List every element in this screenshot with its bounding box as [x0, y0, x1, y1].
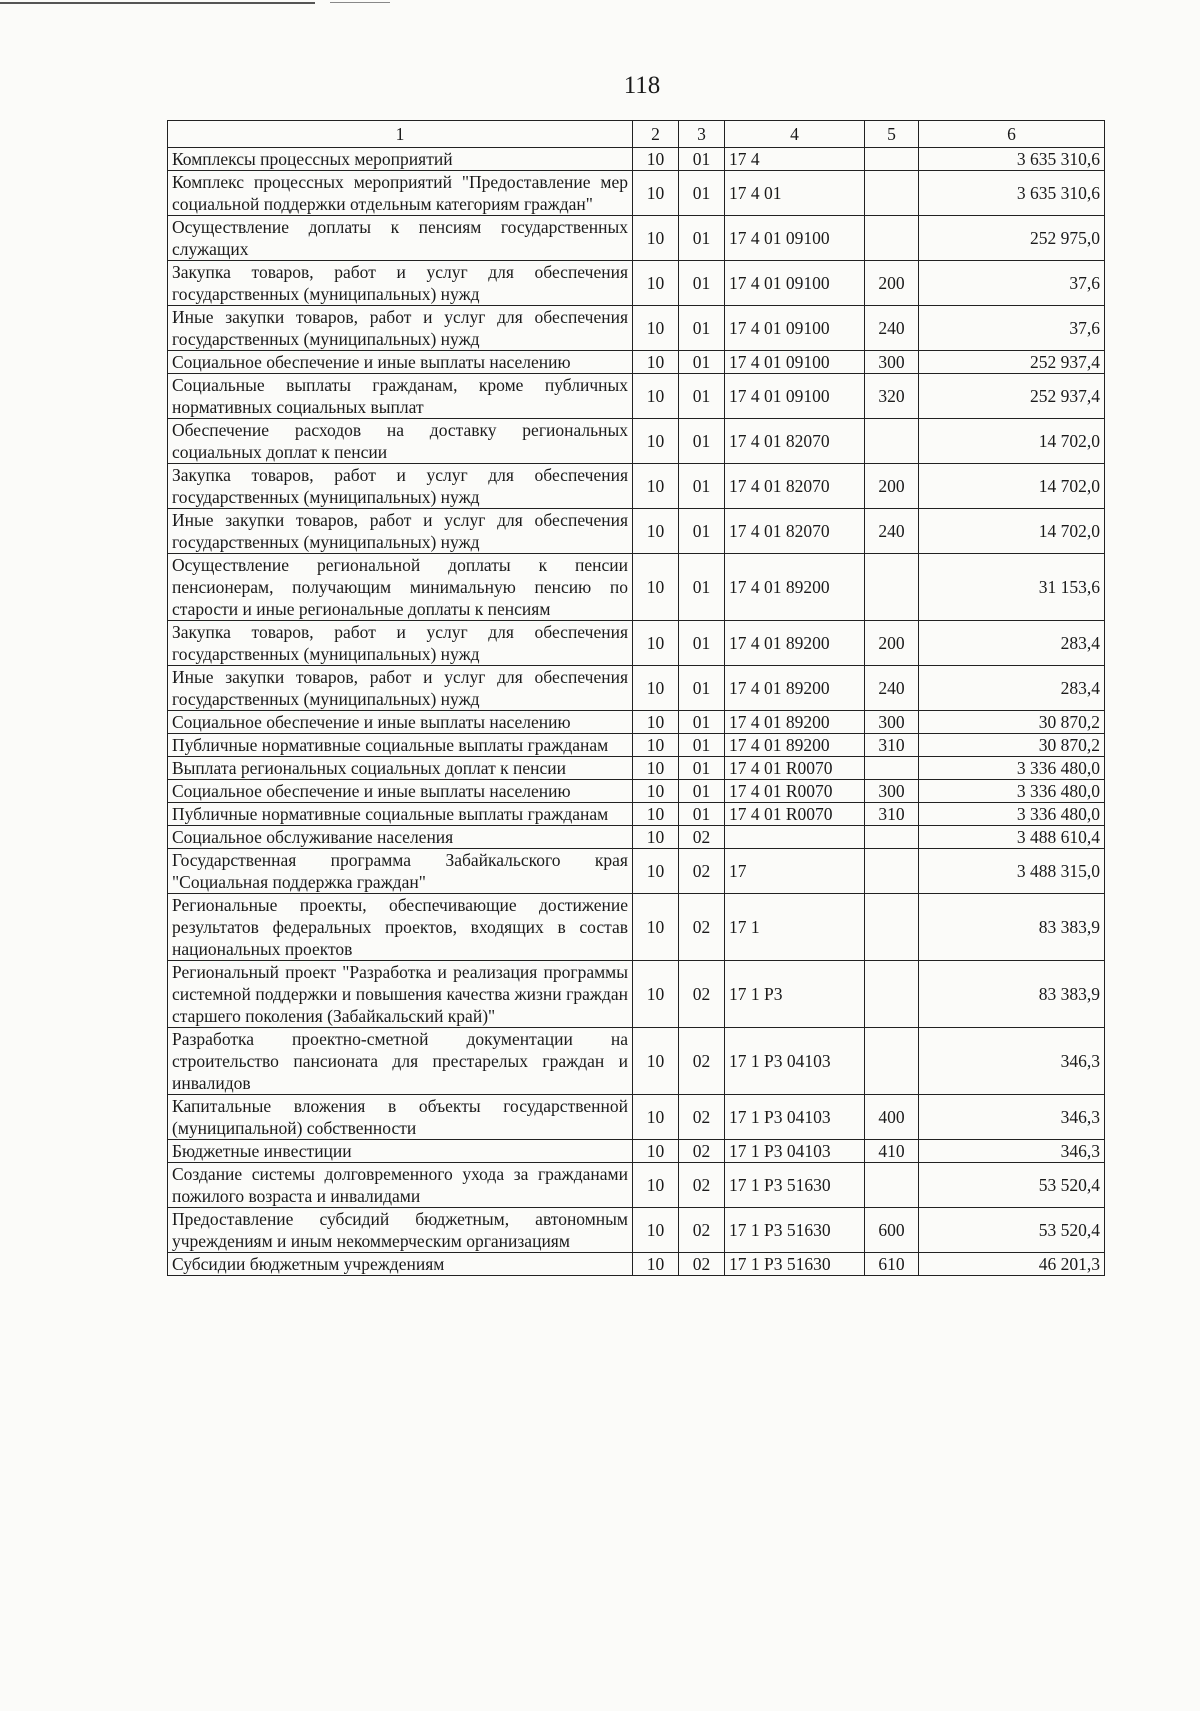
subsection-code-cell: 01: [679, 734, 725, 757]
subsection-code-cell: 01: [679, 780, 725, 803]
subsection-code-cell: 01: [679, 554, 725, 621]
expense-type-cell: [865, 171, 919, 216]
section-code-cell: 10: [633, 757, 679, 780]
table-row: [168, 757, 1105, 780]
row-name-cell: Государственная программа Забайкальского края "Социальная поддержка граждан": [168, 849, 633, 894]
expense-type-cell: 320: [865, 374, 919, 419]
target-article-cell: 17 4 01 89200: [725, 621, 865, 666]
section-code-cell: 10: [633, 1140, 679, 1163]
subsection-code-cell: 01: [679, 148, 725, 171]
section-code-cell: 10: [633, 961, 679, 1028]
row-name-cell: Бюджетные инвестиции: [168, 1140, 633, 1163]
section-code-cell: 10: [633, 894, 679, 961]
table-row: [168, 780, 1105, 803]
row-name-cell: Предоставление субсидий бюджетным, автономным учреждениям и иным некоммерческим организациям: [168, 1208, 633, 1253]
section-code-cell: 10: [633, 621, 679, 666]
table-row: [168, 1095, 1105, 1140]
expense-type-cell: 240: [865, 306, 919, 351]
amount-cell: 14 702,0: [919, 509, 1105, 554]
subsection-code-cell: 01: [679, 803, 725, 826]
amount-cell: 14 702,0: [919, 464, 1105, 509]
target-article-cell: 17 4 01 89200: [725, 554, 865, 621]
expense-type-cell: 610: [865, 1253, 919, 1276]
section-code-cell: 10: [633, 1163, 679, 1208]
subsection-code-cell: 01: [679, 509, 725, 554]
section-code-cell: 10: [633, 1028, 679, 1095]
amount-cell: 3 635 310,6: [919, 148, 1105, 171]
row-name-cell: Иные закупки товаров, работ и услуг для обеспечения государственных (муниципальных) нужд: [168, 666, 633, 711]
table-row: [168, 826, 1105, 849]
amount-cell: 46 201,3: [919, 1253, 1105, 1276]
section-code-cell: 10: [633, 1208, 679, 1253]
amount-cell: 3 336 480,0: [919, 803, 1105, 826]
amount-cell: 3 488 315,0: [919, 849, 1105, 894]
scan-edge-line: [330, 2, 390, 3]
table-row: [168, 216, 1105, 261]
amount-cell: 252 937,4: [919, 374, 1105, 419]
target-article-cell: 17 4 01 09100: [725, 216, 865, 261]
subsection-code-cell: 02: [679, 961, 725, 1028]
amount-cell: 346,3: [919, 1140, 1105, 1163]
expense-type-cell: 410: [865, 1140, 919, 1163]
amount-cell: 83 383,9: [919, 961, 1105, 1028]
section-code-cell: 10: [633, 148, 679, 171]
section-code-cell: 10: [633, 711, 679, 734]
table-row: [168, 351, 1105, 374]
amount-cell: 3 635 310,6: [919, 171, 1105, 216]
target-article-cell: 17 1: [725, 894, 865, 961]
amount-cell: 3 488 610,4: [919, 826, 1105, 849]
amount-cell: 252 975,0: [919, 216, 1105, 261]
target-article-cell: 17 4 01 82070: [725, 509, 865, 554]
table-row: [168, 374, 1105, 419]
subsection-code-cell: 02: [679, 894, 725, 961]
amount-cell: 283,4: [919, 621, 1105, 666]
table-row: [168, 894, 1105, 961]
section-code-cell: 10: [633, 666, 679, 711]
table-row: [168, 1163, 1105, 1208]
table-row: [168, 306, 1105, 351]
amount-cell: 30 870,2: [919, 711, 1105, 734]
subsection-code-cell: 01: [679, 711, 725, 734]
target-article-cell: 17 4 01 09100: [725, 306, 865, 351]
table-row: [168, 1140, 1105, 1163]
row-name-cell: Иные закупки товаров, работ и услуг для обеспечения государственных (муниципальных) нужд: [168, 306, 633, 351]
header-cell: 5: [865, 121, 919, 148]
row-name-cell: Публичные нормативные социальные выплаты гражданам: [168, 803, 633, 826]
header-cell: 2: [633, 121, 679, 148]
header-row: [168, 121, 1105, 148]
subsection-code-cell: 01: [679, 666, 725, 711]
expense-type-cell: 400: [865, 1095, 919, 1140]
row-name-cell: Обеспечение расходов на доставку региональных социальных доплат к пенсии: [168, 419, 633, 464]
row-name-cell: Региональные проекты, обеспечивающие достижение результатов федеральных проектов, входящих в состав национальных проектов: [168, 894, 633, 961]
expense-type-cell: [865, 961, 919, 1028]
target-article-cell: 17 1 P3 04103: [725, 1095, 865, 1140]
amount-cell: 53 520,4: [919, 1208, 1105, 1253]
amount-cell: 346,3: [919, 1095, 1105, 1140]
expense-type-cell: [865, 826, 919, 849]
section-code-cell: 10: [633, 419, 679, 464]
expense-type-cell: [865, 894, 919, 961]
section-code-cell: 10: [633, 261, 679, 306]
row-name-cell: Иные закупки товаров, работ и услуг для обеспечения государственных (муниципальных) нужд: [168, 509, 633, 554]
row-name-cell: Социальное обслуживание населения: [168, 826, 633, 849]
row-name-cell: Социальное обеспечение и иные выплаты населению: [168, 711, 633, 734]
amount-cell: 31 153,6: [919, 554, 1105, 621]
table-row: [168, 803, 1105, 826]
section-code-cell: 10: [633, 734, 679, 757]
expense-type-cell: 300: [865, 351, 919, 374]
amount-cell: 252 937,4: [919, 351, 1105, 374]
subsection-code-cell: 01: [679, 261, 725, 306]
amount-cell: 30 870,2: [919, 734, 1105, 757]
expense-type-cell: 200: [865, 621, 919, 666]
table-row: [168, 961, 1105, 1028]
row-name-cell: Осуществление доплаты к пенсиям государственных служащих: [168, 216, 633, 261]
amount-cell: 346,3: [919, 1028, 1105, 1095]
row-name-cell: Публичные нормативные социальные выплаты гражданам: [168, 734, 633, 757]
table-row: [168, 261, 1105, 306]
section-code-cell: 10: [633, 216, 679, 261]
section-code-cell: 10: [633, 509, 679, 554]
page-number: 118: [623, 72, 661, 99]
subsection-code-cell: 02: [679, 1163, 725, 1208]
section-code-cell: 10: [633, 306, 679, 351]
subsection-code-cell: 01: [679, 171, 725, 216]
row-name-cell: Социальное обеспечение и иные выплаты населению: [168, 780, 633, 803]
expense-type-cell: [865, 419, 919, 464]
row-name-cell: Разработка проектно-сметной документации на строительство пансионата для престарелых граждан и инвалидов: [168, 1028, 633, 1095]
subsection-code-cell: 02: [679, 826, 725, 849]
row-name-cell: Социальные выплаты гражданам, кроме публичных нормативных социальных выплат: [168, 374, 633, 419]
expense-type-cell: 600: [865, 1208, 919, 1253]
target-article-cell: 17 4 01 82070: [725, 464, 865, 509]
target-article-cell: 17 4 01 09100: [725, 351, 865, 374]
expense-type-cell: [865, 1163, 919, 1208]
expense-type-cell: 300: [865, 711, 919, 734]
row-name-cell: Субсидии бюджетным учреждениям: [168, 1253, 633, 1276]
table-row: [168, 171, 1105, 216]
target-article-cell: 17: [725, 849, 865, 894]
header-cell: 3: [679, 121, 725, 148]
row-name-cell: Закупка товаров, работ и услуг для обеспечения государственных (муниципальных) нужд: [168, 464, 633, 509]
target-article-cell: 17 4 01 89200: [725, 734, 865, 757]
row-name-cell: Комплексы процессных мероприятий: [168, 148, 633, 171]
subsection-code-cell: 01: [679, 621, 725, 666]
expense-type-cell: [865, 554, 919, 621]
budget-table: [167, 120, 1105, 1276]
subsection-code-cell: 01: [679, 757, 725, 780]
section-code-cell: 10: [633, 780, 679, 803]
table-row: [168, 148, 1105, 171]
table-row: [168, 419, 1105, 464]
table-row: [168, 1208, 1105, 1253]
subsection-code-cell: 02: [679, 1140, 725, 1163]
expense-type-cell: 240: [865, 509, 919, 554]
section-code-cell: 10: [633, 351, 679, 374]
subsection-code-cell: 02: [679, 1095, 725, 1140]
expense-type-cell: [865, 849, 919, 894]
row-name-cell: Закупка товаров, работ и услуг для обеспечения государственных (муниципальных) нужд: [168, 621, 633, 666]
table-row: [168, 1028, 1105, 1095]
header-cell: 4: [725, 121, 865, 148]
section-code-cell: 10: [633, 171, 679, 216]
row-name-cell: Региональный проект "Разработка и реализация программы системной поддержки и повышения качества жизни граждан старшего поколения (Забайкальский край)": [168, 961, 633, 1028]
table-row: [168, 666, 1105, 711]
expense-type-cell: 240: [865, 666, 919, 711]
table-row: [168, 554, 1105, 621]
section-code-cell: 10: [633, 1095, 679, 1140]
target-article-cell: 17 4 01 82070: [725, 419, 865, 464]
table-row: [168, 621, 1105, 666]
section-code-cell: 10: [633, 849, 679, 894]
amount-cell: 3 336 480,0: [919, 780, 1105, 803]
amount-cell: 3 336 480,0: [919, 757, 1105, 780]
target-article-cell: 17 1 P3: [725, 961, 865, 1028]
row-name-cell: Осуществление региональной доплаты к пенсии пенсионерам, получающим минимальную пенсию по старости и иные региональные доплаты к пенсиям: [168, 554, 633, 621]
amount-cell: 37,6: [919, 306, 1105, 351]
section-code-cell: 10: [633, 1253, 679, 1276]
expense-type-cell: [865, 1028, 919, 1095]
expense-type-cell: [865, 148, 919, 171]
section-code-cell: 10: [633, 554, 679, 621]
table-row: [168, 849, 1105, 894]
section-code-cell: 10: [633, 464, 679, 509]
table-row: [168, 1253, 1105, 1276]
target-article-cell: 17 1 P3 51630: [725, 1163, 865, 1208]
row-name-cell: Создание системы долговременного ухода за гражданами пожилого возраста и инвалидами: [168, 1163, 633, 1208]
target-article-cell: 17 4 01 89200: [725, 666, 865, 711]
amount-cell: 53 520,4: [919, 1163, 1105, 1208]
subsection-code-cell: 02: [679, 1028, 725, 1095]
target-article-cell: 17 4 01: [725, 171, 865, 216]
expense-type-cell: 310: [865, 803, 919, 826]
table-row: [168, 464, 1105, 509]
target-article-cell: 17 1 P3 51630: [725, 1253, 865, 1276]
target-article-cell: 17 4 01 R0070: [725, 803, 865, 826]
expense-type-cell: 200: [865, 261, 919, 306]
expense-type-cell: [865, 757, 919, 780]
amount-cell: 83 383,9: [919, 894, 1105, 961]
target-article-cell: 17 4 01 09100: [725, 374, 865, 419]
subsection-code-cell: 02: [679, 1208, 725, 1253]
section-code-cell: 10: [633, 803, 679, 826]
scan-edge-line: [0, 2, 315, 4]
table-row: [168, 711, 1105, 734]
row-name-cell: Комплекс процессных мероприятий "Предоставление мер социальной поддержки отдельным категориям граждан": [168, 171, 633, 216]
expense-type-cell: 310: [865, 734, 919, 757]
target-article-cell: 17 4 01 89200: [725, 711, 865, 734]
subsection-code-cell: 01: [679, 306, 725, 351]
section-code-cell: 10: [633, 374, 679, 419]
target-article-cell: 17 4 01 09100: [725, 261, 865, 306]
subsection-code-cell: 02: [679, 849, 725, 894]
target-article-cell: 17 4 01 R0070: [725, 780, 865, 803]
subsection-code-cell: 02: [679, 1253, 725, 1276]
header-cell: 1: [168, 121, 633, 148]
row-name-cell: Капитальные вложения в объекты государственной (муниципальной) собственности: [168, 1095, 633, 1140]
expense-type-cell: [865, 216, 919, 261]
row-name-cell: Закупка товаров, работ и услуг для обеспечения государственных (муниципальных) нужд: [168, 261, 633, 306]
subsection-code-cell: 01: [679, 419, 725, 464]
expense-type-cell: 300: [865, 780, 919, 803]
row-name-cell: Выплата региональных социальных доплат к пенсии: [168, 757, 633, 780]
target-article-cell: 17 4: [725, 148, 865, 171]
subsection-code-cell: 01: [679, 464, 725, 509]
subsection-code-cell: 01: [679, 216, 725, 261]
target-article-cell: 17 4 01 R0070: [725, 757, 865, 780]
target-article-cell: 17 1 P3 04103: [725, 1140, 865, 1163]
target-article-cell: 17 1 P3 51630: [725, 1208, 865, 1253]
amount-cell: 37,6: [919, 261, 1105, 306]
row-name-cell: Социальное обеспечение и иные выплаты населению: [168, 351, 633, 374]
section-code-cell: 10: [633, 826, 679, 849]
subsection-code-cell: 01: [679, 351, 725, 374]
subsection-code-cell: 01: [679, 374, 725, 419]
table-row: [168, 509, 1105, 554]
expense-type-cell: 200: [865, 464, 919, 509]
header-cell: 6: [919, 121, 1105, 148]
table-row: [168, 734, 1105, 757]
table-body: [168, 148, 1105, 1276]
amount-cell: 283,4: [919, 666, 1105, 711]
target-article-cell: 17 1 P3 04103: [725, 1028, 865, 1095]
amount-cell: 14 702,0: [919, 419, 1105, 464]
target-article-cell: [725, 826, 865, 849]
